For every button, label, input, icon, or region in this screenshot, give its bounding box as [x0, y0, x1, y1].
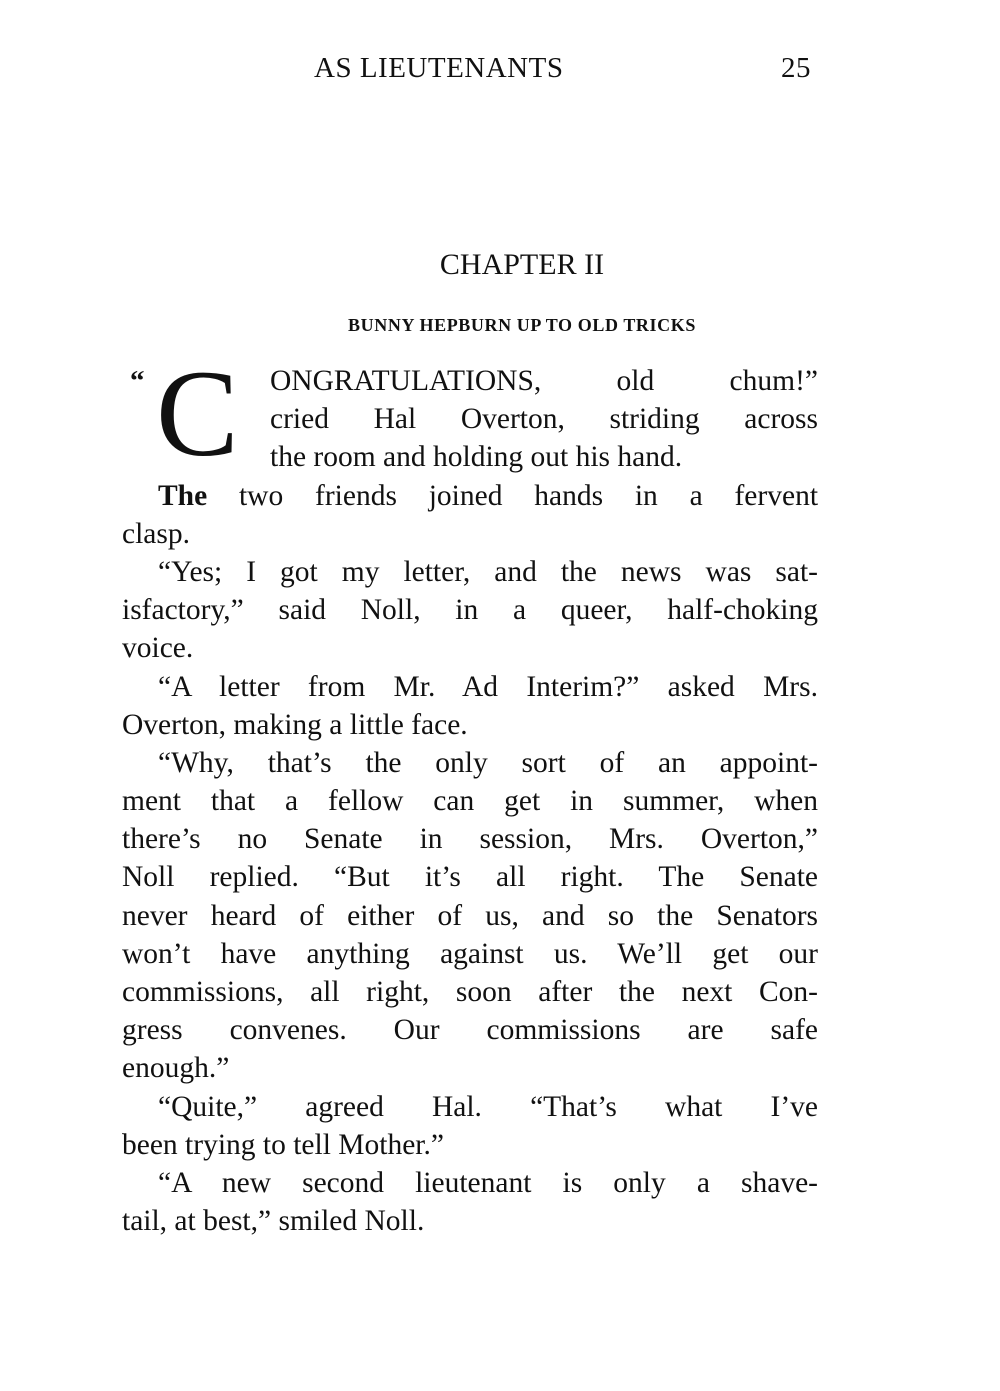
- text-line: ment that a fellow can get in summer, when: [122, 785, 818, 818]
- text-line: Overton, making a little face.: [122, 708, 468, 741]
- text-line: there’s no Senate in session, Mrs. Overton,”: [122, 823, 818, 856]
- text-line: [122, 477, 818, 515]
- text-line: Noll replied. “But it’s all right. The Senate: [122, 861, 818, 894]
- body-text: [122, 345, 819, 1240]
- running-head: [0, 52, 1000, 96]
- text-line: enough.”: [122, 1052, 230, 1085]
- lead-word: The: [158, 479, 208, 512]
- text-line: tail, at best,” smiled Noll.: [122, 1205, 425, 1238]
- text-line: won’t have anything against us. We’ll get our: [122, 937, 818, 970]
- drop-cap: C: [156, 345, 239, 482]
- text-line: isfactory,” said Noll, in a queer, half-choking: [122, 594, 818, 627]
- text-line: been trying to tell Mother.”: [122, 1128, 444, 1161]
- text-line: “Quite,” agreed Hal. “That’s what I’ve: [158, 1090, 818, 1123]
- text-line: gress convenes. Our commissions are safe: [122, 1014, 818, 1047]
- running-title: AS LIEUTENANTS: [314, 52, 564, 84]
- page-number: 25: [781, 52, 811, 84]
- text-line: the room and holding out his hand.: [270, 441, 683, 474]
- text-line: “A new second lieutenant is only a shave-: [158, 1166, 818, 1199]
- text-line: clasp.: [122, 517, 190, 550]
- text-line: ONGRATULATIONS, old chum!”: [270, 365, 818, 397]
- text-line: “Yes; I got my letter, and the news was sat-: [158, 555, 818, 588]
- chapter-title: CHAPTER II: [439, 248, 605, 281]
- text-line: voice.: [122, 632, 194, 665]
- opening-quote-mark: “: [130, 365, 145, 397]
- text-line: “Why, that’s the only sort of an appoint-: [158, 746, 818, 779]
- text-line: commissions, all right, soon after the next Con-: [122, 976, 818, 1008]
- text-line: never heard of either of us, and so the Senators: [122, 899, 818, 932]
- text-line-rest: two friends joined hands in a fervent: [238, 479, 819, 512]
- text-line: “A letter from Mr. Ad Interim?” asked Mrs.: [158, 670, 818, 703]
- chapter-subtitle: BUNNY HEPBURN UP TO OLD TRICKS: [348, 315, 696, 335]
- text-line: cried Hal Overton, striding across: [270, 403, 818, 436]
